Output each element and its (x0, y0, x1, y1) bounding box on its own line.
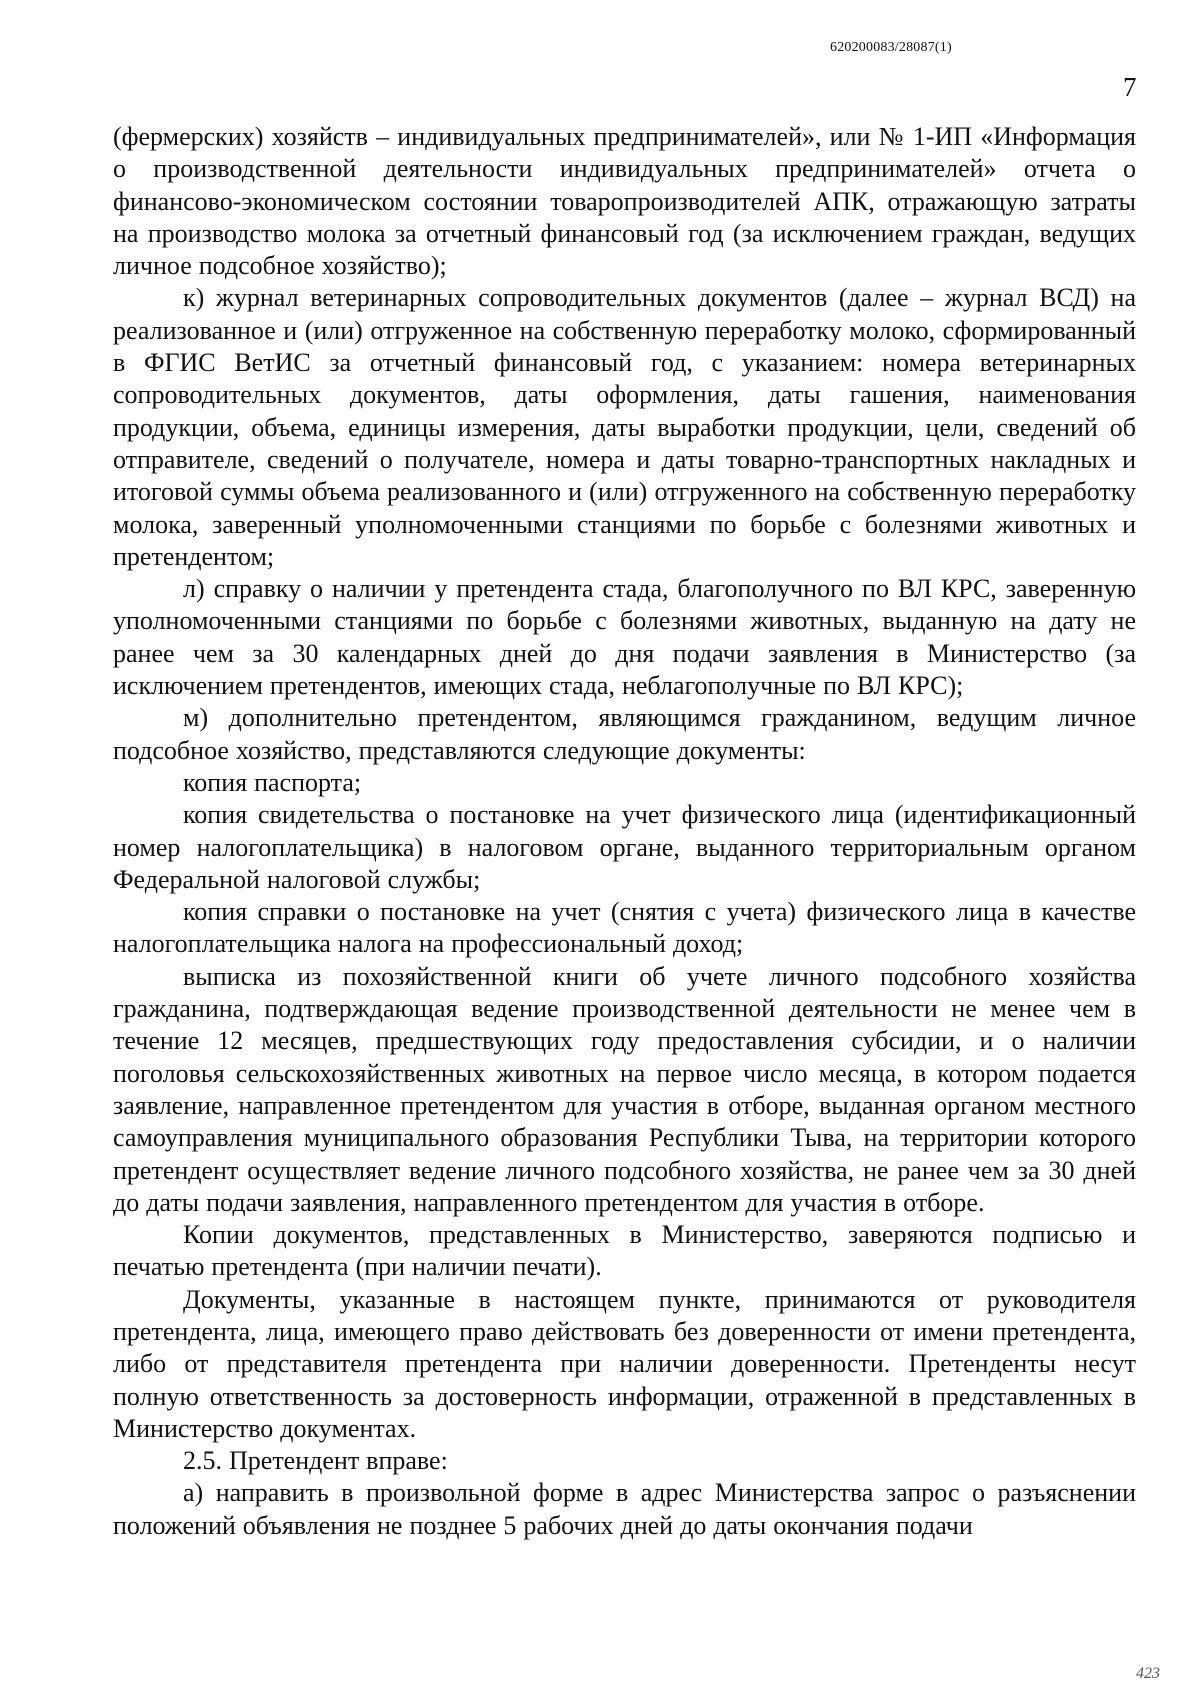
paragraph-tax-registration: копия справки о постановке на учет (снятия с учета) физического лица в качестве налогоплательщика налога на профессиональный доход; (113, 897, 1136, 959)
paragraph-section-2-5: 2.5. Претендент вправе: (183, 1446, 448, 1476)
paragraph-household-book-extract: выписка из похозяйственной книги об учете личного подсобного хозяйства гражданина, подтверждающая ведение производственной деятельности не менее чем в течение 12 месяцев, предшествующих году предоставления субсидии, и о наличии поголовья сельскохозяйственных животных на первое число месяца, в котором подается заявление, направленное претендентом для участия в отборе, выданная органом местного самоуправления муниципального образования Республики Тыва, на территории которого претендент осуществляет ведение личного подсобного хозяйства, не ранее чем за 30 дней до даты подачи заявления, направленного претендентом для участия в отборе. (113, 961, 1136, 1217)
paragraph-passport-copy: копия паспорта; (183, 767, 362, 797)
paragraph-documents-acceptance: Документы, указанные в настоящем пункте, принимаются от руководителя претендента, лица, имеющего право действовать без доверенности от имени претендента, либо от представителя претендента при наличии доверенности. Претенденты несут полную ответственность за достоверность информации, отраженной в представленных в Министерство документах. (113, 1284, 1136, 1443)
paragraph-continuation: (фермерских) хозяйств – индивидуальных предпринимателей», или № 1-ИП «Информация о производственной деятельности индивидуальных предпринимателей» отчета о финансово-экономическом состоянии товаропроизводителей АПК, отражающую затраты на производство молока за отчетный финансовый год (за исключением граждан, ведущих личное подсобное хозяйство); (113, 122, 1136, 281)
document-body (113, 121, 1136, 1542)
paragraph-inn-certificate: копия свидетельства о постановке на учет физического лица (идентификационный номер налогоплательщика) в налоговом органе, выданного территориальным органом Федеральной налоговой службы; (113, 800, 1136, 894)
paragraph-item-k: к) журнал ветеринарных сопроводительных документов (далее – журнал ВСД) на реализованное и (или) отгруженное на собственную переработку молоко, сформированный в ФГИС ВетИС за отчетный финансовый год, с указанием: номера ветеринарных сопроводительных документов, даты оформления, даты гашения, наименования продукции, объема, единицы измерения, даты выработки продукции, цели, сведений об отправителе, сведений о получателе, номера и даты товарно-транспортных накладных и итоговой суммы объема реализованного и (или) отгруженного на собственную переработку молока, заверенный уполномоченными станциями по борьбе с болезнями животных и претендентом; (113, 283, 1136, 571)
paragraph-item-a: а) направить в произвольной форме в адрес Министерства запрос о разъяснении положений объявления не позднее 5 рабочих дней до даты окончания подачи (113, 1478, 1136, 1540)
paragraph-item-l: л) справку о наличии у претендента стада, благополучного по ВЛ КРС, заверенную уполномоченными станциями по борьбе с болезнями животных, выданную на дату не ранее чем за 30 календарных дней до дня подачи заявления в Министерство (за исключением претендентов, имеющих стада, неблагополучные по ВЛ КРС); (113, 574, 1136, 701)
paragraph-copies-certification: Копии документов, представленных в Министерство, заверяются подписью и печатью претендента (при наличии печати). (113, 1220, 1136, 1282)
handwritten-page-mark: 423 (1136, 1665, 1160, 1682)
document-code: 620200083/28087(1) (830, 40, 952, 55)
page-number: 7 (1123, 72, 1137, 102)
paragraph-item-m: м) дополнительно претендентом, являющимся гражданином, ведущим личное подсобное хозяйство, представляются следующие документы: (113, 703, 1136, 765)
